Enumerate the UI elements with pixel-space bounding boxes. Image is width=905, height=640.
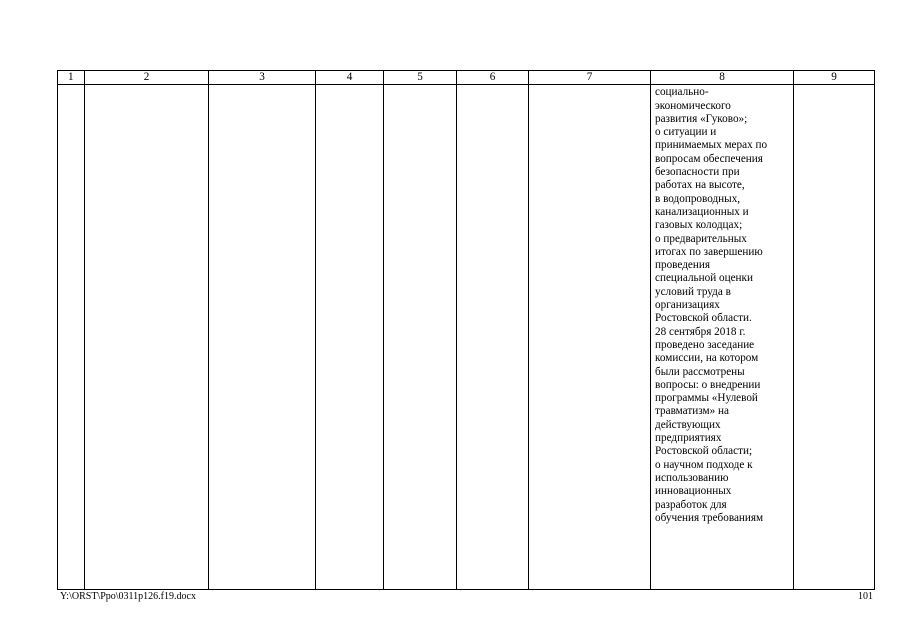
cell-col-8	[651, 85, 794, 590]
text-line: 28 сентября 2018 г.	[655, 325, 746, 338]
text-line: инновационных	[655, 485, 732, 498]
text-line: предприятиях	[655, 432, 722, 445]
cell-col-2	[85, 85, 209, 590]
cell-col-7	[529, 85, 651, 590]
header-row	[58, 71, 875, 85]
text-line: работах на высоте,	[655, 179, 745, 192]
text-line: социально-	[655, 86, 709, 99]
cell-col-9	[794, 85, 875, 590]
header-cell-4: 4	[316, 71, 384, 85]
cell-col-3	[209, 85, 316, 590]
text-line: комиссии, на котором	[655, 352, 759, 365]
text-line: условий труда в	[655, 285, 731, 298]
text-line: организациях	[655, 299, 720, 312]
text-line: безопасности при	[655, 166, 740, 179]
footer-file-path: Y:\ORST\Ppo\0311p126.f19.docx	[60, 591, 196, 602]
text-line: разработок для	[655, 498, 727, 511]
text-line: о предварительных	[655, 232, 747, 245]
text-line: о ситуации и	[655, 126, 717, 139]
cell-col-4	[316, 85, 384, 590]
data-table	[57, 70, 875, 590]
text-line: экономического	[655, 99, 731, 112]
text-line: вопросам обеспечения	[655, 152, 763, 165]
header-cell-9: 9	[794, 71, 875, 85]
text-line: вопросы: о внедрении	[655, 378, 761, 391]
cell-col-6	[457, 85, 529, 590]
text-line: в водопроводных,	[655, 192, 741, 205]
text-line: проведено заседание	[655, 338, 755, 351]
text-line: травматизм» на	[655, 405, 729, 418]
footer-page-number: 101	[858, 591, 873, 602]
text-line: были рассмотрены	[655, 365, 745, 378]
text-line: Ростовской области;	[655, 445, 753, 458]
header-cell-6: 6	[457, 71, 529, 85]
text-line: использованию	[655, 471, 729, 484]
cell-col-1	[58, 85, 85, 590]
text-line: принимаемых мерах по	[655, 139, 768, 152]
text-line: Ростовской области.	[655, 312, 752, 325]
text-line: развития «Гуково»;	[655, 112, 748, 125]
text-line: действующих	[655, 418, 721, 431]
text-line: обучения требованиям	[655, 511, 764, 524]
cell-col-5	[384, 85, 457, 590]
text-line: канализационных и	[655, 205, 749, 218]
header-cell-8: 8	[651, 71, 794, 85]
text-line: проведения	[655, 259, 710, 272]
header-cell-2: 2	[85, 71, 209, 85]
text-line: специальной оценки	[655, 272, 753, 285]
header-cell-1: 1	[58, 71, 85, 85]
text-line: о научном подходе к	[655, 458, 753, 471]
header-cell-5: 5	[384, 71, 457, 85]
header-cell-7: 7	[529, 71, 651, 85]
table-row	[58, 85, 875, 590]
header-cell-3: 3	[209, 71, 316, 85]
text-line: итогах по завершению	[655, 245, 763, 258]
col8-text	[651, 85, 793, 525]
text-line: газовых колодцах;	[655, 219, 743, 232]
text-line: программы «Нулевой	[655, 392, 758, 405]
